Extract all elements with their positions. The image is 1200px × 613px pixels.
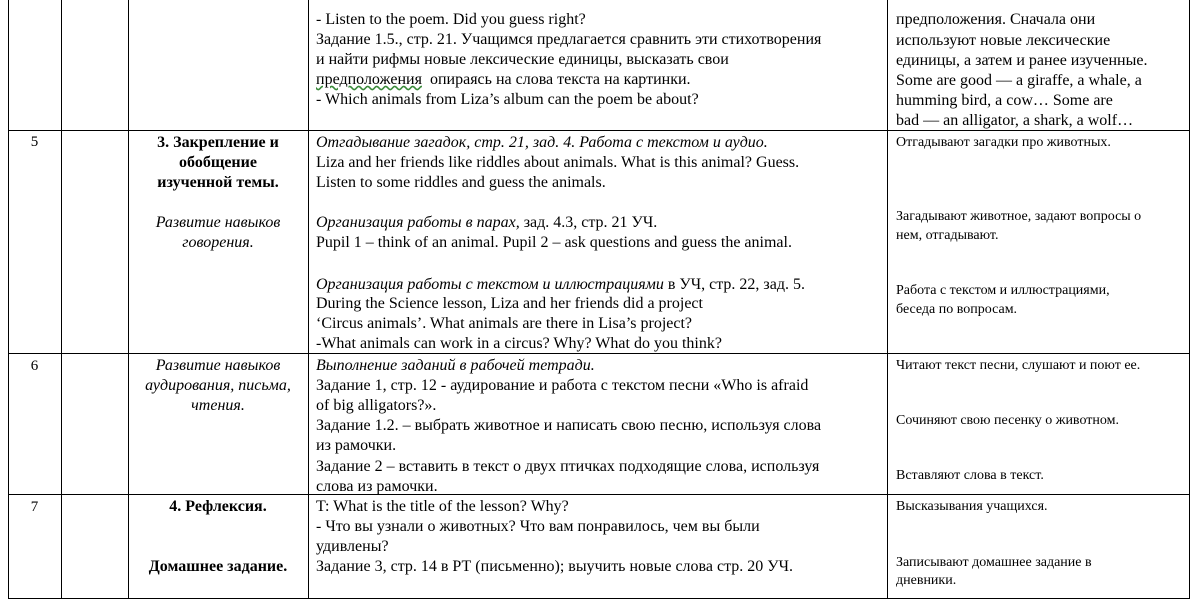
content-line (316, 275, 805, 295)
activity-line: используют новые лексические (896, 32, 1111, 49)
content-line: -What animals can work in a circus? Why? What do you think? (316, 335, 722, 352)
content-line: Задание 1, стр. 12 - аудирование и работа с текстом песни «Who is afraid (316, 377, 809, 394)
stage-title-line: Домашнее задание. (148, 558, 288, 575)
activity-line: Читают текст песни, слушают и поют ее. (896, 358, 1141, 373)
activity-line: bad — an alligator, a shark, a wolf… (896, 112, 1134, 129)
content-line (316, 213, 657, 233)
content-line: During the Science lesson, Liza and her friends did a project (316, 295, 703, 312)
stage-subtitle-line: чтения. (191, 397, 245, 414)
content-line: Pupil 1 – think of an animal. Pupil 2 – ask questions and guess the animal. (316, 234, 792, 251)
activity-line: дневники. (896, 573, 957, 588)
activity-line: Сочиняют свою песенку о животном. (896, 413, 1119, 428)
content-line: Выполнение заданий в рабочей тетради. (316, 357, 595, 374)
grid-line (8, 494, 1190, 495)
stage-title-line: изученной темы. (157, 174, 279, 191)
grid-line (308, 0, 309, 599)
spellcheck-word: предположения (316, 71, 422, 88)
activity-line: Работа с текстом и иллюстрациями, (896, 283, 1110, 298)
row-number: 5 (30, 134, 39, 150)
content-line: Задание 3, стр. 14 в РТ (письменно); выучить новые слова стр. 20 УЧ. (316, 558, 793, 575)
activity-line: Высказывания учащихся. (896, 499, 1048, 514)
content-line: удивлены? (316, 538, 389, 555)
content-line: из рамочки. (316, 437, 397, 454)
content-fragment: опираясь на слова текста на картинки. (429, 71, 691, 88)
grid-line (8, 598, 1190, 599)
stage-title-line: 3. Закрепление и (157, 134, 279, 151)
content-fragment: зад. 4.3, стр. 21 УЧ. (519, 214, 658, 231)
grid-line (61, 0, 62, 599)
stage-title-line: обобщение (179, 154, 257, 171)
grid-line (1189, 0, 1190, 599)
content-line: Отгадывание загадок, стр. 21, зад. 4. Работа с текстом и аудио. (316, 134, 768, 151)
activity-line: единицы, а затем и ранее изученные. (896, 52, 1148, 69)
content-line: - Which animals from Liza’s album can the poem be about? (316, 91, 699, 108)
content-line: слова из рамочки. (316, 478, 438, 495)
stage-subtitle-line: Развитие навыков (155, 214, 281, 231)
content-line (316, 70, 691, 90)
stage-subtitle-line: Развитие навыков (155, 357, 281, 374)
stage-subtitle-line: говорения. (182, 234, 254, 251)
activity-line: предположения. Сначала они (896, 11, 1096, 28)
activity-line: беседа по вопросам. (896, 302, 1018, 317)
content-line: Liza and her friends like riddles about animals. What is this animal? Guess. (316, 154, 800, 171)
grid-line (887, 0, 888, 599)
content-line: T: What is the title of the lesson? Why? (316, 498, 569, 515)
row-number: 7 (30, 499, 39, 515)
activity-line: нем, отгадывают. (896, 228, 999, 243)
row-number: 6 (30, 358, 39, 374)
stage-subtitle-line: аудирования, письма, (145, 377, 291, 394)
content-line: Задание 1.2. – выбрать животное и написать свою песню, используя слова (316, 417, 822, 434)
content-line: и найти рифмы новые лексические единицы, высказать свои (316, 51, 729, 68)
content-fragment: в УЧ, стр. 22, зад. 5. (663, 276, 805, 293)
activity-line: Записывают домашнее задание в (896, 555, 1092, 570)
content-line: - Listen to the poem. Did you guess right? (316, 11, 586, 28)
content-line: ‘Circus animals’. What animals are there in Lisa’s project? (316, 315, 693, 332)
content-line: - Что вы узнали о животных? Что вам понравилось, чем вы были (316, 518, 760, 535)
content-fragment: Организация работы с текстом и иллюстрациями (316, 276, 664, 293)
activity-line: Вставляют слова в текст. (896, 468, 1044, 483)
content-fragment: Организация работы в парах, (316, 214, 520, 231)
activity-line: Отгадывают загадки про животных. (896, 135, 1111, 150)
content-line: Задание 1.5., стр. 21. Учащимся предлагается сравнить эти стихотворения (316, 31, 822, 48)
stage-title-line: 4. Рефлексия. (169, 498, 267, 515)
activity-line: humming bird, a cow… Some are (896, 92, 1113, 109)
content-line: Задание 2 – вставить в текст о двух птичках подходящие слова, используя (316, 458, 820, 475)
activity-line: Some are good — a giraffe, a whale, a (896, 72, 1142, 89)
content-line: of big alligators?». (316, 397, 437, 414)
activity-line: Загадывают животное, задают вопросы о (896, 209, 1142, 224)
content-line: Listen to some riddles and guess the animals. (316, 174, 606, 191)
